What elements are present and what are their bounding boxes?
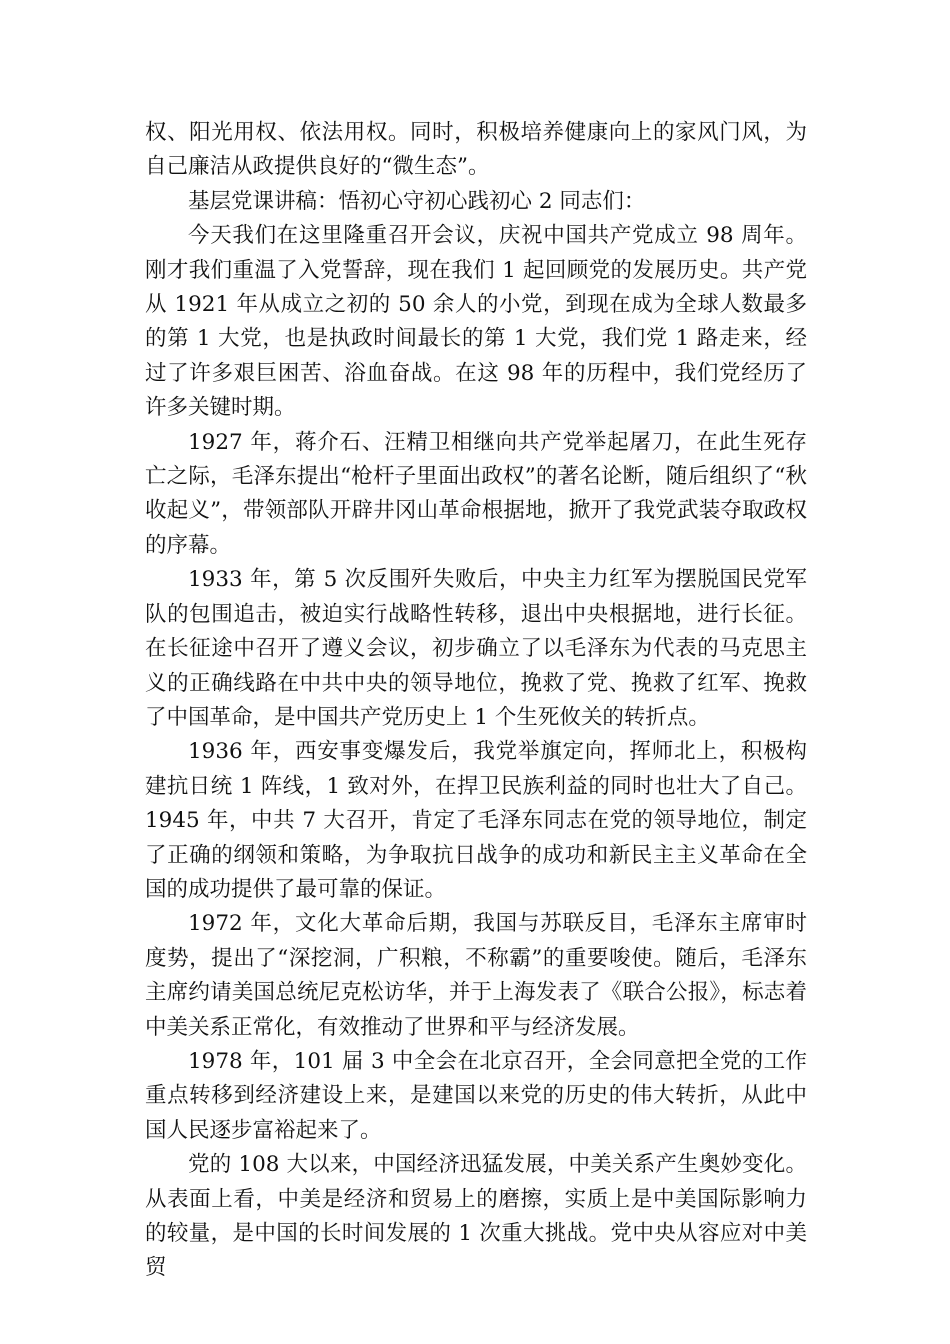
document-page: [145, 116, 807, 1286]
paragraph-2: 基层党课讲稿：悟初心守初心践初心 2 同志们：: [188, 188, 646, 214]
paragraph-6: 1936 年，西安事变爆发后，我党举旗定向，挥师北上，积极构建抗日统 1 阵线，1 致对外，在捍卫民族利益的同时也壮大了自己。1945 年，中共 7 大召开，肯定了毛泽东同志在党的领导地位，制定了正确的纲领和策略，为争取抗日战争的成功和新民主主义革命在全国的成功提供了最可靠的保证。: [145, 739, 807, 902]
paragraph-9: 党的 108 大以来，中国经济迅猛发展，中美关系产生奥妙变化。从表面上看，中美是经济和贸易上的磨擦，实质上是中美国际影响力的较量，是中国的长时间发展的 1 次重大挑战。党中央从容应对中美贸: [145, 1152, 807, 1281]
paragraph-7: 1972 年，文化大革命后期，我国与苏联反目，毛泽东主席审时度势，提出了“深挖洞，广积粮，不称霸”的重要唆使。随后，毛泽东主席约请美国总统尼克松访华，并于上海发表了《联合公报》，标志着中美关系正常化，有效推动了世界和平与经济发展。: [145, 911, 807, 1040]
paragraph-4: 1927 年，蒋介石、汪精卫相继向共产党举起屠刀，在此生死存亡之际，毛泽东提出“枪杆子里面出政权”的著名论断，随后组织了“秋收起义”，带领部队开辟井冈山革命根据地，掀开了我党武装夺取政权的序幕。: [145, 429, 807, 558]
paragraph-1: 权、阳光用权、依法用权。同时，积极培养健康向上的家风门风，为自己廉洁从政提供良好的“微生态”。: [145, 120, 807, 180]
paragraph-5: 1933 年，第 5 次反围歼失败后，中央主力红军为摆脱国民党军队的包围追击，被迫实行战略性转移，退出中央根据地，进行长征。在长征途中召开了遵义会议，初步确立了以毛泽东为代表的马克思主义的正确线路在中共中央的领导地位，挽救了党、挽救了红军、挽救了中国革命，是中国共产党历史上 1 个生死攸关的转折点。: [145, 567, 807, 730]
paragraph-3: 今天我们在这里隆重召开会议，庆祝中国共产党成立 98 周年。刚才我们重温了入党誓辞，现在我们 1 起回顾党的发展历史。共产党从 1921 年从成立之初的 50 余人的小党，到现在成为全球人数最多的第 1 大党，也是执政时间最长的第 1 大党，我们党 1 路走来，经过了许多艰巨困苦、浴血奋战。在这 98 年的历程中，我们党经历了许多关键时期。: [145, 223, 807, 421]
paragraph-8: 1978 年，101 届 3 中全会在北京召开，全会同意把全党的工作重点转移到经济建设上来，是建国以来党的历史的伟大转折，从此中国人民逐步富裕起来了。: [145, 1048, 807, 1143]
